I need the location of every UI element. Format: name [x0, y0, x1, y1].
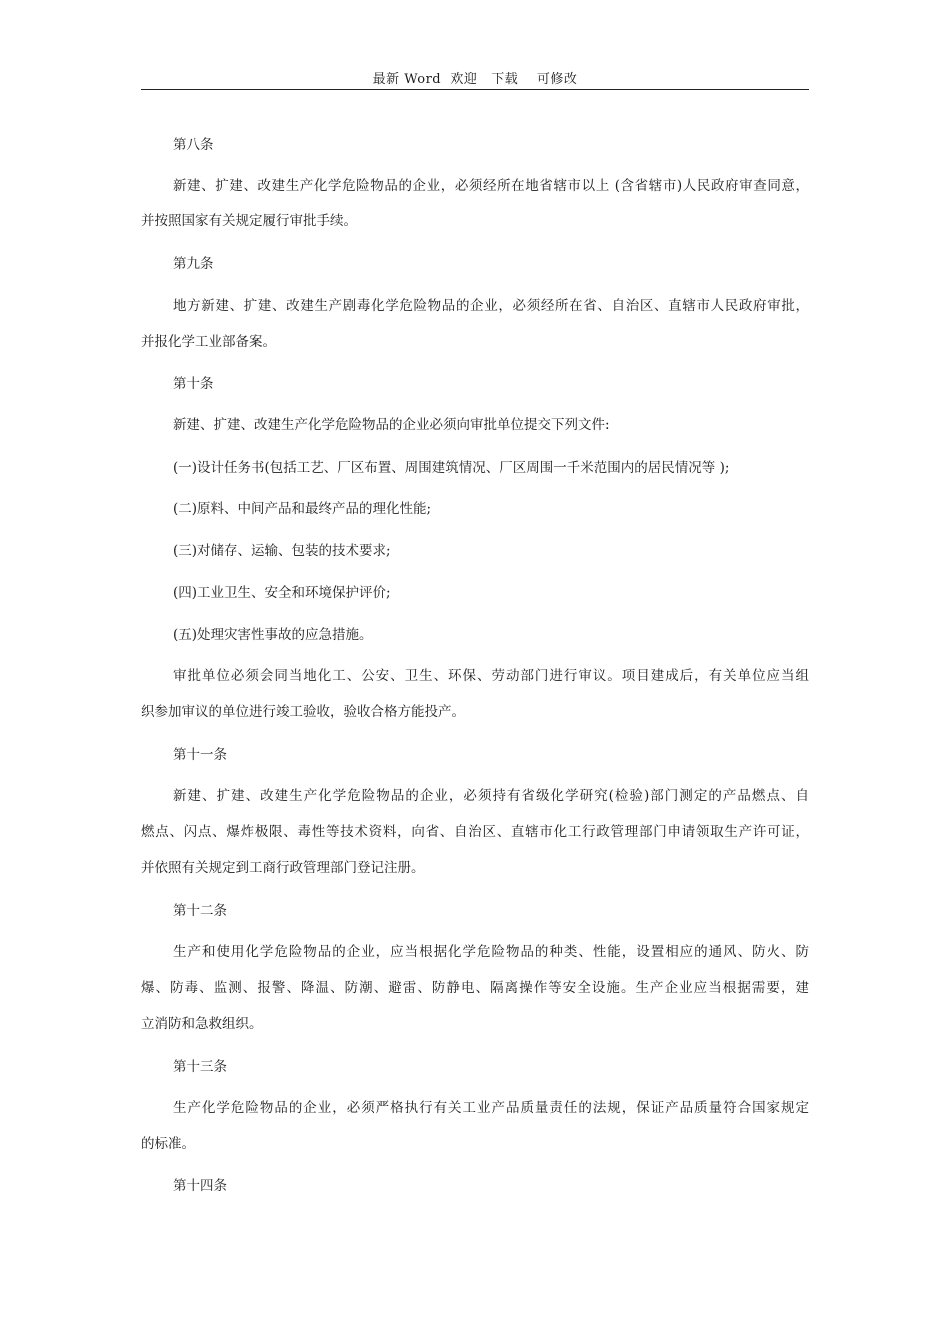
article-10-item-3: (三)对储存、运输、包装的技术要求; [173, 543, 391, 559]
article-13-text-line-1: 生产化学危险物品的企业，必须严格执行有关工业产品质量责任的法规，保证产品质量符合国家规定 [173, 1100, 809, 1116]
article-13-text-line-2: 的标准。 [141, 1136, 195, 1152]
article-14-heading: 第十四条 [173, 1178, 227, 1194]
article-10-review-line-2: 织参加审议的单位进行竣工验收，验收合格方能投产。 [141, 704, 465, 720]
article-11-text-line-2: 燃点、闪点、爆炸极限、毒性等技术资料，向省、自治区、直辖市化工行政管理部门申请领取生产许可证， [141, 824, 809, 840]
article-9-heading: 第九条 [173, 256, 214, 272]
article-11-heading: 第十一条 [173, 747, 227, 763]
article-9-text-line-2: 并报化学工业部备案。 [141, 334, 276, 350]
article-10-item-1: (一)设计任务书(包括工艺、厂区布置、周围建筑情况、厂区周围一千米范围内的居民情况等 ); [173, 460, 730, 476]
article-8-heading: 第八条 [173, 137, 214, 153]
article-10-item-4: (四)工业卫生、安全和环境保护评价; [173, 585, 391, 601]
article-11-text-line-3: 并依照有关规定到工商行政管理部门登记注册。 [141, 860, 425, 876]
article-12-text-line-2: 爆、防毒、监测、报警、降温、防潮、避雷、防静电、隔离操作等安全设施。生产企业应当根据需要，建 [141, 980, 809, 996]
article-10-heading: 第十条 [173, 376, 214, 392]
article-10-item-5: (五)处理灾害性事故的应急措施。 [173, 627, 373, 643]
page-header: 最新 Word 欢迎 下载 可修改 [141, 70, 809, 90]
article-10-text: 新建、扩建、改建生产化学危险物品的企业必须向审批单位提交下列文件: [173, 417, 610, 433]
article-12-text-line-3: 立消防和急救组织。 [141, 1016, 263, 1032]
article-12-heading: 第十二条 [173, 903, 227, 919]
article-9-text-line-1: 地方新建、扩建、改建生产剧毒化学危险物品的企业，必须经所在省、自治区、直辖市人民政府审批， [173, 298, 809, 314]
article-13-heading: 第十三条 [173, 1059, 227, 1075]
article-12-text-line-1: 生产和使用化学危险物品的企业，应当根据化学危险物品的种类、性能，设置相应的通风、防火、防 [173, 944, 809, 960]
article-10-item-2: (二)原料、中间产品和最终产品的理化性能; [173, 501, 432, 517]
article-8-text-line-1: 新建、扩建、改建生产化学危险物品的企业，必须经所在地省辖市以上 (含省辖市)人民政府审查同意， [173, 178, 809, 194]
article-11-text-line-1: 新建、扩建、改建生产化学危险物品的企业，必须持有省级化学研究(检验)部门测定的产品燃点、自 [173, 788, 809, 804]
article-10-review-line-1: 审批单位必须会同当地化工、公安、卫生、环保、劳动部门进行审议。项目建成后，有关单位应当组 [173, 668, 809, 684]
article-8-text-line-2: 并按照国家有关规定履行审批手续。 [141, 213, 357, 229]
